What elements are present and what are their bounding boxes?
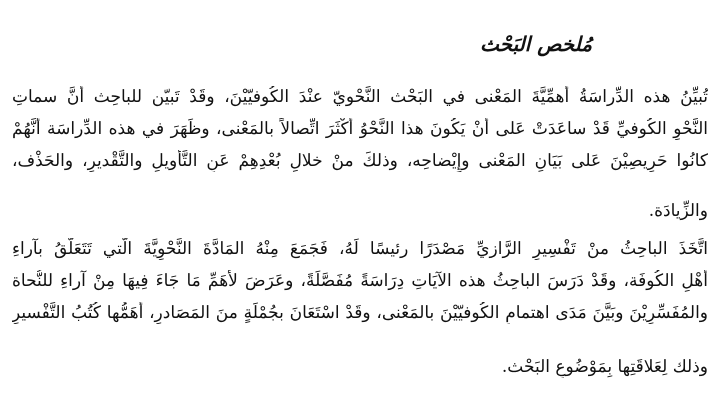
page-title: مُلخص البَحْث [480, 32, 592, 56]
paragraph2-line-1: اتَّخَذَ الباحِثُ منْ تَفْسِيرِ الرَّازيِّ مَصْدَرًا رئيسًا لَهُ، فَجَمَعَ مِنْهُ المَادَّةَ النَّحْوِيَّةَ الَّتي تَتَعَلَّقُ بآراءِ [12, 239, 708, 259]
paragraph1-line-2: النَّحْوِ الكُوفيِّ قَدْ ساعَدَتْ عَلى أَنْ يَكُونَ هذا النَّحْوُ أَكْثَرَ اتِّصالاً بالمَعْنى، وظَهَرَ في هذه الدِّراسَة أَنَّهُمْ [12, 119, 708, 139]
paragraph1-line-1: تُبيِّنُ هذه الدِّراسَةُ أَهمِّيَّةَ المَعْنى في البَحْث النَّحْويّ عنْدَ الكُوفيّيْنَ، وقَدْ تَبيّن للباحِث أَنَّ سماتِ [12, 87, 708, 107]
paragraph2-line-2: أَهْلِ الكُوفَة، وقَدْ دَرَسَ الباحِثُ هذه الآيَاتِ دِرَاسَةً مُفَصَّلَةً، وعَرَضَ لأَهَمِّ مَا جَاءَ فِيهَا مِنْ آراءِ للنُّحاة [12, 271, 708, 291]
paragraph1-line-3: كانُوا حَرِيصِيْنَ عَلى بَيَانِ المَعْنى وإِيْضاحِه، وذلكَ منْ خلالِ بُعْدِهِمْ عَنِ التَّأويلِ والتَّقْديرِ، والحَذْف، [12, 151, 708, 171]
paragraph2-line-3: والمُفَسِّرِيْنَ وبَيَّنَ مَدَى اهتمامِ الكُوفيّيْنَ بالمَعْنى، وقَدْ اسْتَعَانَ بجُمْلَةٍ منَ المَصَادرِ، أَهَمُّها كُتُبُ التَّفْسيرِ [12, 303, 708, 323]
paragraph1-line-4: والزِّيادَة. [648, 201, 708, 221]
paragraph2-line-4: وذلك لِعَلاقَتِها بِمَوْضُوعِ البَحْث. [501, 357, 708, 377]
